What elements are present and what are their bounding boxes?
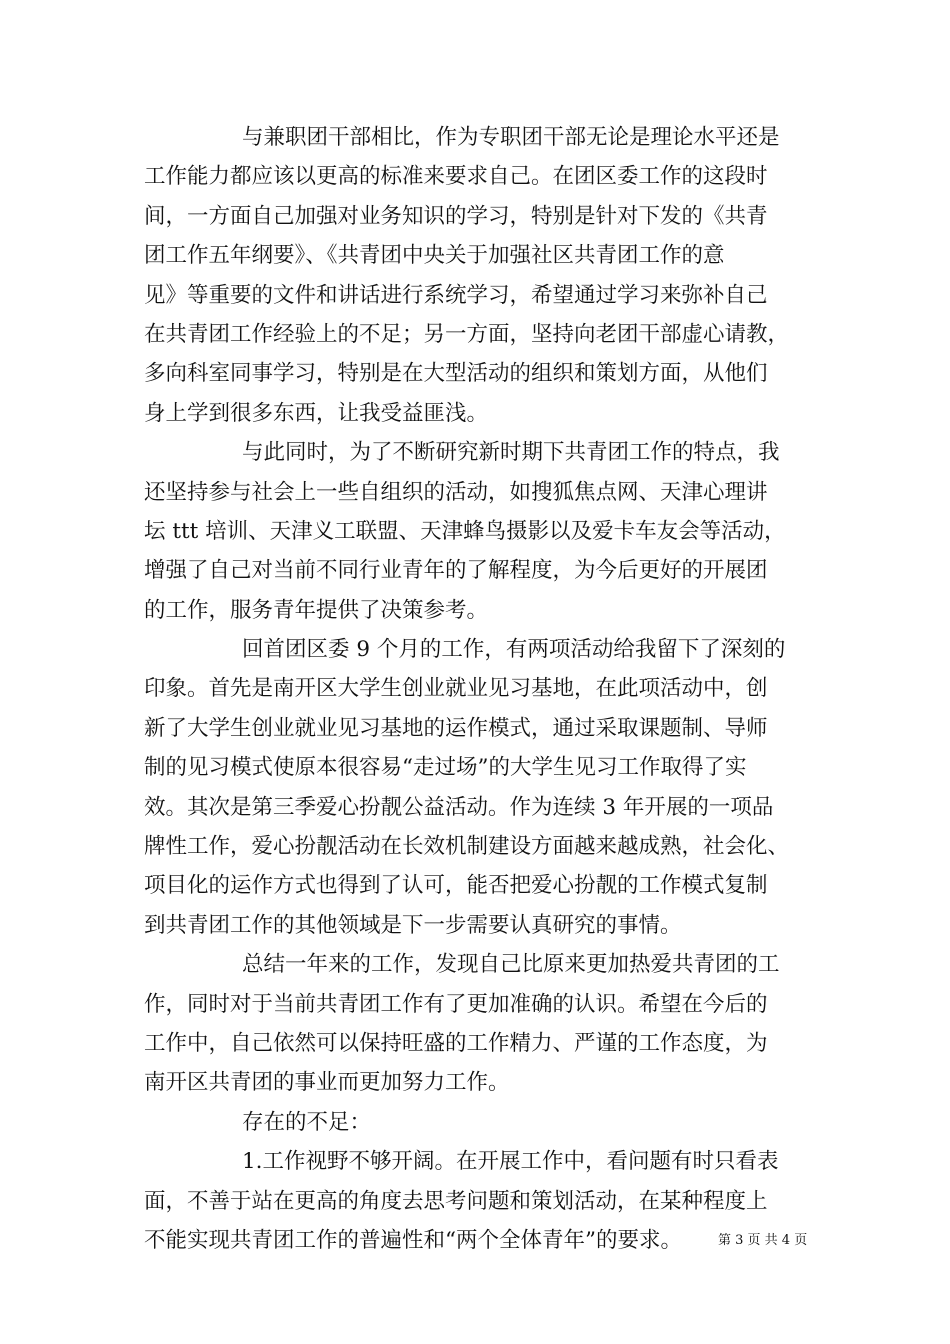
text-line: 新了大学生创业就业见习基地的运作模式，通过采取课题制、导师 bbox=[144, 715, 768, 741]
text-line: 南开区共青团的事业而更加努力工作。 bbox=[144, 1070, 510, 1096]
text-line: 1.工作视野不够开阔。在开展工作中，看问题有时只看表 bbox=[242, 1149, 779, 1175]
text-line: 制的见习模式使原本很容易“走过场”的大学生见习工作取得了实 bbox=[144, 755, 747, 781]
text-line: 面，不善于站在更高的角度去思考问题和策划活动，在某种程度上 bbox=[144, 1188, 768, 1214]
text-line: 存在的不足： bbox=[242, 1109, 372, 1135]
text-line: 见》等重要的文件和讲话进行系统学习，希望通过学习来弥补自己 bbox=[144, 282, 768, 308]
text-line: 总结一年来的工作，发现自己比原来更加热爱共青团的工 bbox=[242, 952, 780, 978]
text-line: 项目化的运作方式也得到了认可，能否把爱心扮靓的工作模式复制 bbox=[144, 873, 768, 899]
text-line: 回首团区委 9 个月的工作，有两项活动给我留下了深刻的 bbox=[242, 637, 786, 663]
text-line: 身上学到很多东西，让我受益匪浅。 bbox=[144, 400, 489, 426]
text-line: 与此同时，为了不断研究新时期下共青团工作的特点，我 bbox=[242, 440, 780, 466]
paragraph-shortcoming-1 bbox=[144, 1142, 806, 1260]
text-line: 工作中，自己依然可以保持旺盛的工作精力、严谨的工作态度，为 bbox=[144, 1030, 768, 1056]
paragraph-summary bbox=[144, 945, 806, 1103]
text-line: 增强了自己对当前不同行业青年的了解程度，为今后更好的开展团 bbox=[144, 558, 768, 584]
text-line: 坛 ttt 培训、天津义工联盟、天津蜂鸟摄影以及爱卡车友会等活动， bbox=[144, 518, 786, 544]
text-line: 多向科室同事学习，特别是在大型活动的组织和策划方面，从他们 bbox=[144, 361, 768, 387]
text-line: 牌性工作，爱心扮靓活动在长效机制建设方面越来越成熟，社会化、 bbox=[144, 834, 790, 860]
text-line: 间，一方面自己加强对业务知识的学习，特别是针对下发的《共青 bbox=[144, 203, 768, 229]
text-line: 的工作，服务青年提供了决策参考。 bbox=[144, 597, 489, 623]
text-line: 印象。首先是南开区大学生创业就业见习基地，在此项活动中，创 bbox=[144, 676, 768, 702]
text-line: 在共青团工作经验上的不足；另一方面，坚持向老团干部虚心请教， bbox=[144, 321, 790, 347]
paragraph-social-activities bbox=[144, 433, 806, 630]
text-line: 与兼职团干部相比，作为专职团干部无论是理论水平还是 bbox=[242, 125, 780, 150]
text-line: 工作能力都应该以更高的标准来要求自己。在团区委工作的这段时 bbox=[144, 164, 768, 190]
text-line: 效。其次是第三季爱心扮靓公益活动。作为连续 3 年开展的一项品 bbox=[144, 794, 774, 820]
document-body bbox=[144, 118, 806, 1260]
text-line: 作，同时对于当前共青团工作有了更加准确的认识。希望在今后的 bbox=[144, 991, 768, 1017]
paragraph-review-activities bbox=[144, 630, 806, 945]
text-line: 团工作五年纲要》、《共青团中央关于加强社区共青团工作的意 bbox=[144, 243, 725, 269]
page-number: 第 3 页 共 4 页 bbox=[718, 1233, 808, 1248]
section-heading-shortcomings bbox=[144, 1103, 806, 1142]
paragraph-cadre-comparison bbox=[144, 118, 806, 433]
text-line: 到共青团工作的其他领域是下一步需要认真研究的事情。 bbox=[144, 912, 682, 938]
text-line: 不能实现共青团工作的普遍性和“两个全体青年”的要求。 bbox=[144, 1227, 682, 1253]
text-line: 还坚持参与社会上一些自组织的活动，如搜狐焦点网、天津心理讲 bbox=[144, 479, 768, 505]
